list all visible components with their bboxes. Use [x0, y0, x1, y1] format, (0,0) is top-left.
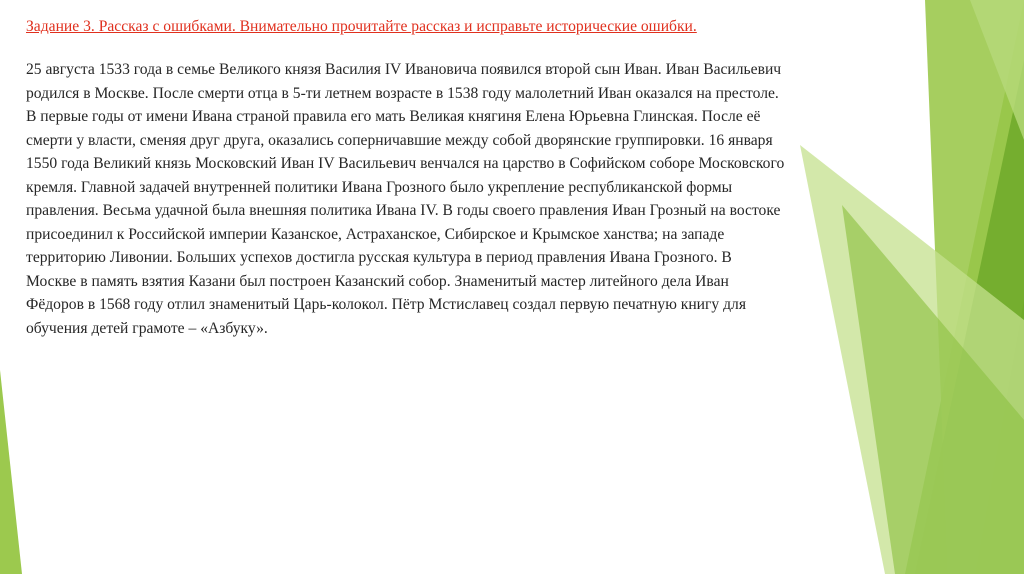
story-line: правления. Весьма удачной была внешняя политика Ивана IV. В годы своего правления Иван Грозный на востоке — [26, 202, 781, 219]
story-line: кремля. Главной задачей внутренней политики Ивана Грозного было укрепление республиканской формы — [26, 178, 733, 196]
story-line: Москве в память взятия Казани был построен Казанский собор. Знаменитый мастер литейного дела Иван — [26, 272, 729, 290]
story-line: территорию Ливонии. Больших успехов достигла русская культура в период правления Ивана Грозного. В — [26, 249, 732, 266]
story-line: 25 августа 1533 года в семье Великого князя Василия IV Ивановича появился второй сын Иван. Иван Васильевич — [26, 61, 782, 78]
left-wedge-shape — [0, 370, 22, 574]
story-line: 1550 года Великий князь Московский Иван IV Васильевич венчался на царство в Софийском соборе Московского — [26, 155, 785, 172]
story-line: родился в Москве. После смерти отца в 5-ти летнем возрасте в 1538 году малолетний Иван оказался на престоле. — [26, 84, 779, 102]
story-line: присоединил к Российской империи Казанское, Астраханское, Сибирское и Крымское ханства; на западе — [26, 225, 725, 243]
slide-content — [26, 16, 976, 340]
story-line: Фёдоров в 1568 году отлил знаменитый Царь-колокол. Пётр Мстиславец создал первую печатную книгу для — [26, 296, 746, 313]
story-line: В первые годы от имени Ивана страной правила его мать Великая княгиня Елена Юрьевна Глинская. После её — [26, 108, 761, 125]
task-title: Задание 3. Рассказ с ошибками. Внимательно прочитайте рассказ и исправьте исторические ошибки. — [26, 18, 697, 35]
story-line: смерти у власти, сменяя друг друга, оказались соперничавшие между собой дворянские группировки. 16 января — [26, 131, 773, 149]
story-line: обучения детей грамоте – «Азбуку». — [26, 319, 268, 337]
story-text — [26, 58, 976, 340]
